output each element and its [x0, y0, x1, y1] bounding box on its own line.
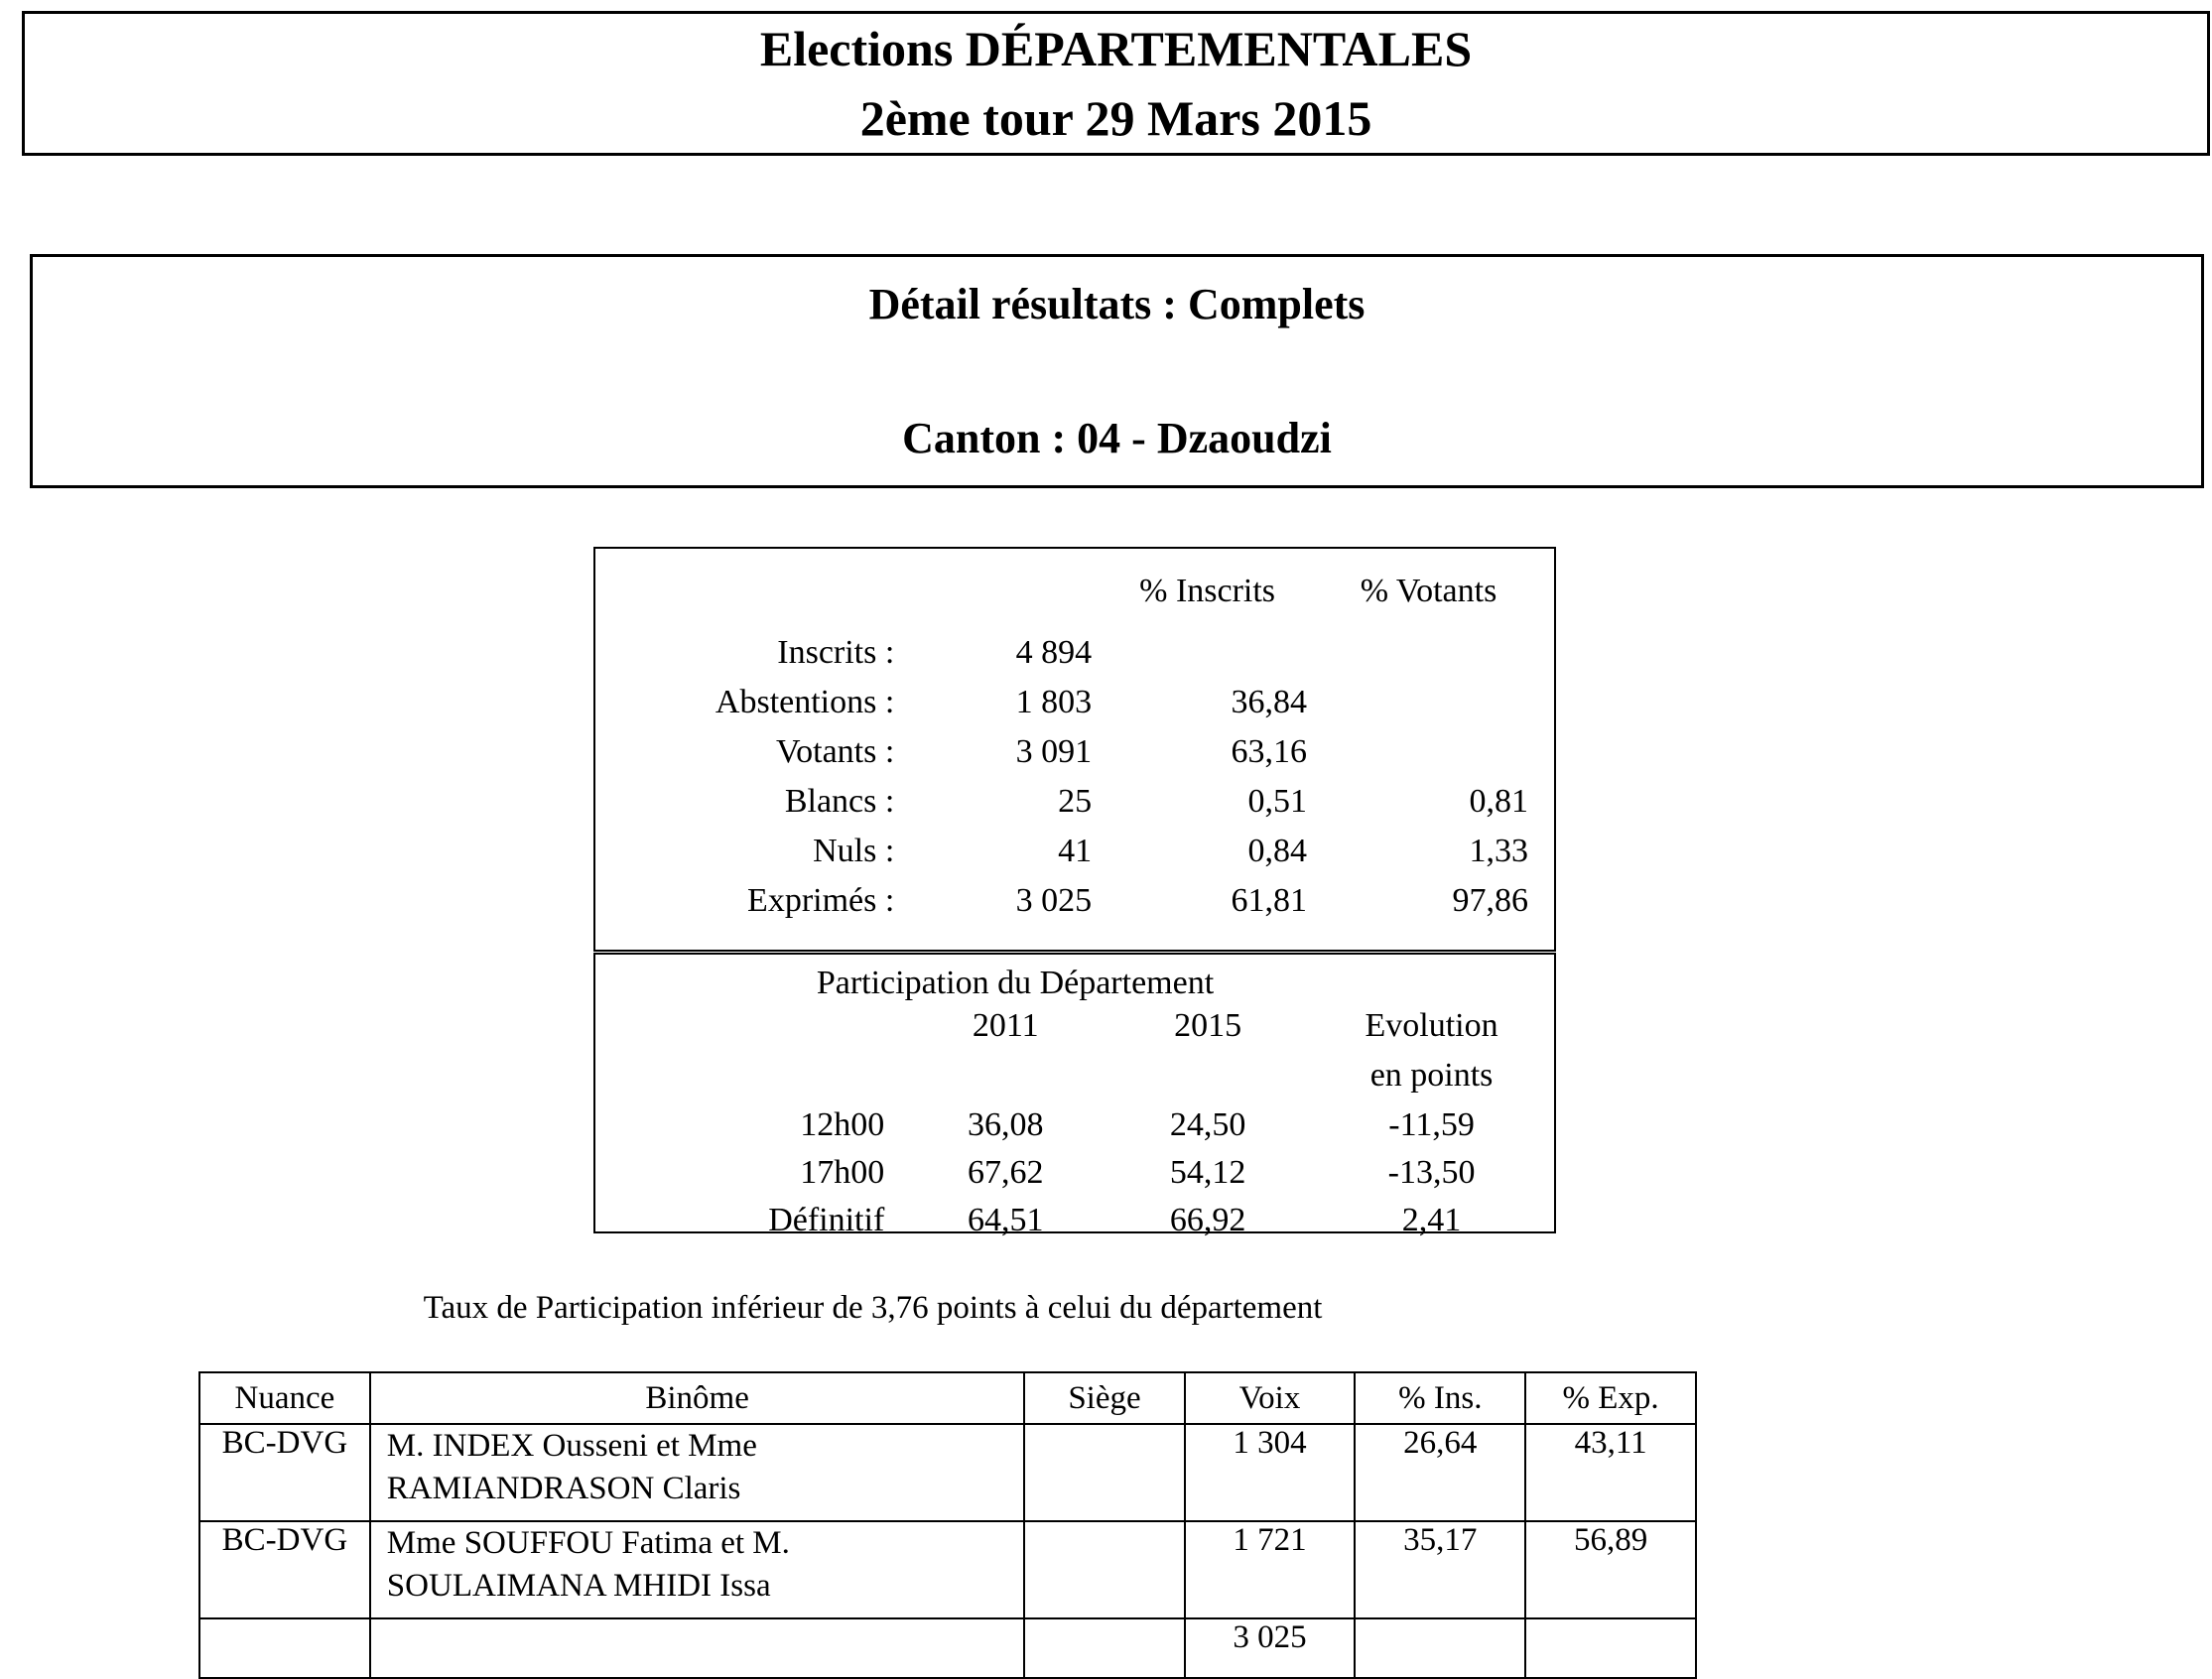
total-siege-spacer: [1024, 1618, 1184, 1678]
statistics-count: 4 894: [1015, 634, 1093, 671]
total-pct-ins-spacer: [1355, 1618, 1525, 1678]
statistics-row-blancs: [595, 777, 1554, 827]
participation-row-17h00: [595, 1149, 1554, 1197]
statistics-pct-inscrits: 61,81: [1231, 882, 1308, 919]
statistics-count: 1 803: [1015, 684, 1093, 720]
participation-subheader-row: [595, 1050, 1554, 1101]
statistics-row-abstentions: [595, 678, 1554, 727]
result-binome: [370, 1521, 1025, 1618]
statistics-pct-inscrits: 36,84: [1231, 684, 1308, 720]
statistics-pct-votants: [1329, 727, 1554, 777]
participation-time-label: 12h00: [800, 1106, 885, 1143]
statistics-label: Abstentions :: [715, 684, 895, 720]
results-header-row: [199, 1372, 1696, 1424]
result-binome-line-1: M. INDEX Ousseni et Mme: [386, 1428, 757, 1464]
results-header-pct-ins: % Ins.: [1355, 1372, 1525, 1424]
statistics-row-inscrits: [595, 616, 1554, 678]
participation-value-2011: 64,51: [967, 1202, 1044, 1238]
participation-value-evolution: -11,59: [1388, 1106, 1475, 1143]
statistics-header-blank: [595, 549, 912, 616]
statistics-count: 25: [1058, 783, 1093, 820]
document-title-line-1: Elections DÉPARTEMENTALES: [759, 21, 1473, 76]
total-binome-spacer: [370, 1618, 1025, 1678]
total-nuance-spacer: [199, 1618, 370, 1678]
statistics-pct-votants: [1329, 616, 1554, 678]
statistics-label: Votants :: [775, 733, 895, 770]
statistics-row-exprimes: [595, 876, 1554, 926]
participation-value-2015: 24,50: [1169, 1106, 1246, 1143]
participation-header-2011: 2011: [972, 1007, 1039, 1044]
statistics-box: [593, 547, 1556, 952]
result-binome-line-2: RAMIANDRASON Claris: [386, 1470, 741, 1506]
statistics-header-pct-inscrits: % Inscrits: [1139, 573, 1276, 609]
participation-row-definitif: [595, 1197, 1554, 1244]
result-nuance: BC-DVG: [199, 1424, 370, 1521]
statistics-count: 3 091: [1015, 733, 1093, 770]
result-binome: [370, 1424, 1025, 1521]
results-header-nuance: Nuance: [199, 1372, 370, 1424]
results-total-row: [199, 1618, 1696, 1678]
result-pct-exp: 43,11: [1525, 1424, 1696, 1521]
participation-header-2015: 2015: [1174, 1007, 1242, 1044]
statistics-count: 3 025: [1015, 882, 1093, 919]
result-binome-line-1: Mme SOUFFOU Fatima et M.: [386, 1525, 790, 1561]
participation-time-label: Définitif: [768, 1202, 885, 1238]
statistics-header-count: [912, 549, 1107, 616]
statistics-header-pct-votants: % Votants: [1360, 573, 1497, 609]
statistics-count: 41: [1058, 833, 1093, 869]
results-header-siege: Siège: [1024, 1372, 1184, 1424]
result-nuance: BC-DVG: [199, 1521, 370, 1618]
result-binome-line-2: SOULAIMANA MHIDI Issa: [386, 1567, 771, 1604]
participation-box: [593, 953, 1556, 1238]
statistics-pct-inscrits: 0,84: [1247, 833, 1308, 869]
participation-table: [595, 1002, 1554, 1244]
statistics-label: Exprimés :: [747, 882, 895, 919]
participation-subheader-blank-2015: [1106, 1050, 1309, 1101]
result-pct-ins: 26,64: [1355, 1424, 1525, 1521]
result-siege: [1024, 1424, 1184, 1521]
statistics-pct-inscrits: 63,16: [1231, 733, 1308, 770]
table-row: [199, 1424, 1696, 1521]
result-siege: [1024, 1521, 1184, 1618]
result-pct-exp: 56,89: [1525, 1521, 1696, 1618]
result-voix: 1 721: [1185, 1521, 1356, 1618]
statistics-pct-votants: 0,81: [1469, 783, 1528, 820]
document-title-box: [22, 11, 2210, 156]
participation-value-2015: 66,92: [1169, 1202, 1246, 1238]
statistics-pct-inscrits: [1107, 616, 1329, 678]
participation-subheader-blank: [595, 1050, 904, 1101]
participation-subheader-blank-2011: [904, 1050, 1106, 1101]
statistics-label: Nuls :: [813, 833, 895, 869]
results-header-binome: Binôme: [370, 1372, 1025, 1424]
results-header-pct-exp: % Exp.: [1525, 1372, 1696, 1424]
participation-value-2015: 54,12: [1169, 1154, 1246, 1191]
participation-header-row: [595, 1002, 1554, 1050]
statistics-pct-inscrits: 0,51: [1247, 783, 1308, 820]
total-pct-exp-spacer: [1525, 1618, 1696, 1678]
participation-value-evolution: -13,50: [1387, 1154, 1476, 1191]
statistics-label: Blancs :: [784, 783, 895, 820]
participation-header-evolution: Evolution: [1365, 1007, 1498, 1044]
statistics-header-row: [595, 549, 1554, 616]
statistics-pct-votants: [1329, 678, 1554, 727]
canton-heading: Canton : 04 - Dzaoudzi: [902, 414, 1332, 462]
participation-value-2011: 36,08: [967, 1106, 1044, 1143]
results-table: [198, 1371, 1697, 1679]
statistics-row-nuls: [595, 827, 1554, 876]
participation-header-evolution-unit: en points: [1369, 1057, 1494, 1094]
participation-note: Taux de Participation inférieur de 3,76 points à celui du département: [423, 1290, 1323, 1326]
participation-value-2011: 67,62: [967, 1154, 1044, 1191]
participation-value-evolution: 2,41: [1401, 1202, 1462, 1238]
participation-header-blank: [595, 1002, 904, 1050]
result-voix: 1 304: [1185, 1424, 1356, 1521]
total-voix: 3 025: [1185, 1618, 1356, 1678]
statistics-pct-votants: 1,33: [1469, 833, 1528, 869]
statistics-label: Inscrits :: [777, 634, 895, 671]
participation-time-label: 17h00: [800, 1154, 885, 1191]
detail-results-heading: Détail résultats : Complets: [868, 280, 1366, 328]
results-header-voix: Voix: [1185, 1372, 1356, 1424]
document-title-line-2: 2ème tour 29 Mars 2015: [859, 90, 1372, 146]
subtitle-box: [30, 254, 2204, 488]
table-row: [199, 1521, 1696, 1618]
statistics-pct-votants: 97,86: [1452, 882, 1528, 919]
participation-row-12h00: [595, 1101, 1554, 1149]
participation-title: Participation du Département: [816, 965, 1215, 1001]
statistics-table: [595, 549, 1554, 926]
statistics-row-votants: [595, 727, 1554, 777]
result-pct-ins: 35,17: [1355, 1521, 1525, 1618]
